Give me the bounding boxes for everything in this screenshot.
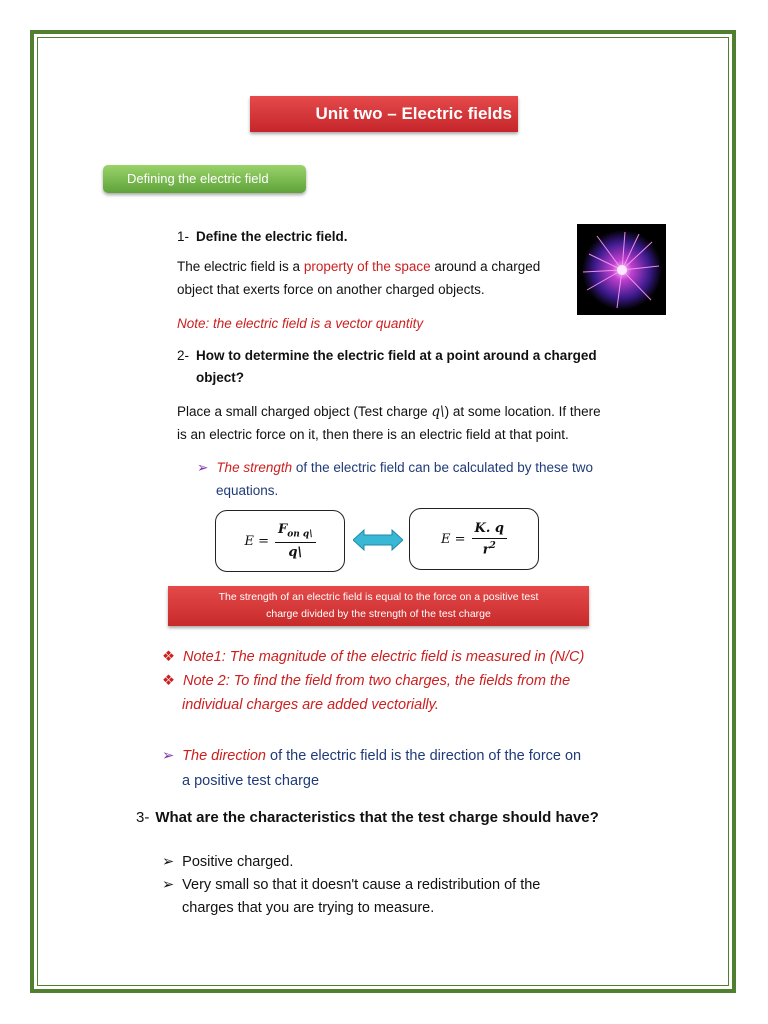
q3-bullet1: ➢ Positive charged. xyxy=(162,854,294,870)
section-tab: Defining the electric field xyxy=(103,165,306,193)
strength-line2: equations. xyxy=(216,483,279,498)
q2-answer-line1: Place a small charged object (Test charge q\) at some location. If there xyxy=(177,404,601,420)
q1-note: Note: the electric field is a vector quantity xyxy=(177,316,424,331)
arrow-bullet-icon: ➢ xyxy=(197,460,209,475)
q1-answer-line2: object that exerts force on another charged objects. xyxy=(177,282,485,297)
direction-line2: a positive test charge xyxy=(182,773,320,789)
q1-highlight: property of the space xyxy=(303,259,431,274)
note2-line2: individual charges are added vectorially. xyxy=(182,697,439,713)
arrow-bullet-icon: ➢ xyxy=(162,877,175,893)
note1: ❖ Note1: The magnitude of the electric field is measured in (N/C) xyxy=(162,649,585,665)
q1-answer-line1: The electric field is a property of the space around a charged xyxy=(177,259,541,274)
plasma-ball-image xyxy=(577,224,666,315)
q3-bullet2-line1: ➢ Very small so that it doesn't cause a redistribution of the xyxy=(162,877,541,893)
q2-answer-line2: is an electric force on it, then there is an electric field at that point. xyxy=(177,427,569,442)
test-charge-symbol: q\ xyxy=(431,404,445,420)
equation-box-1: E = $\frac{F_{on q\backslash}}{q\backslash}$ xyxy=(215,510,345,572)
diamond-bullet-icon: ❖ xyxy=(162,673,175,689)
strength-bullet: ➢ The strength of the electric field can be calculated by these two xyxy=(197,460,594,475)
q2-question-line2: object? xyxy=(196,370,245,385)
q2-number: 2- xyxy=(177,348,190,363)
arrow-bullet-icon: ➢ xyxy=(162,748,175,764)
q3-question: 3- What are the characteristics that the test charge should have? xyxy=(136,809,599,826)
equation-box-2: E = $\frac{K. q}{r^2}$ xyxy=(409,508,539,570)
q2-question-line1: How to determine the electric field at a point around a charged xyxy=(196,348,597,363)
direction-bullet: ➢ The direction of the electric field is the direction of the force on xyxy=(162,748,582,764)
double-arrow-icon xyxy=(353,529,403,551)
diamond-bullet-icon: ❖ xyxy=(162,649,175,665)
q3-bullet2-line2: charges that you are trying to measure. xyxy=(182,900,435,916)
unit-title: Unit two – Electric fields xyxy=(250,96,518,132)
arrow-bullet-icon: ➢ xyxy=(162,854,175,870)
q1-question: Define the electric field. xyxy=(196,229,348,244)
strength-definition-banner: The strength of an electric field is equal to the force on a positive test charge divided by the strength of the test charge xyxy=(168,586,589,626)
note2-line1: ❖ Note 2: To find the field from two charges, the fields from the xyxy=(162,673,571,689)
q1-number: 1- xyxy=(177,229,190,244)
